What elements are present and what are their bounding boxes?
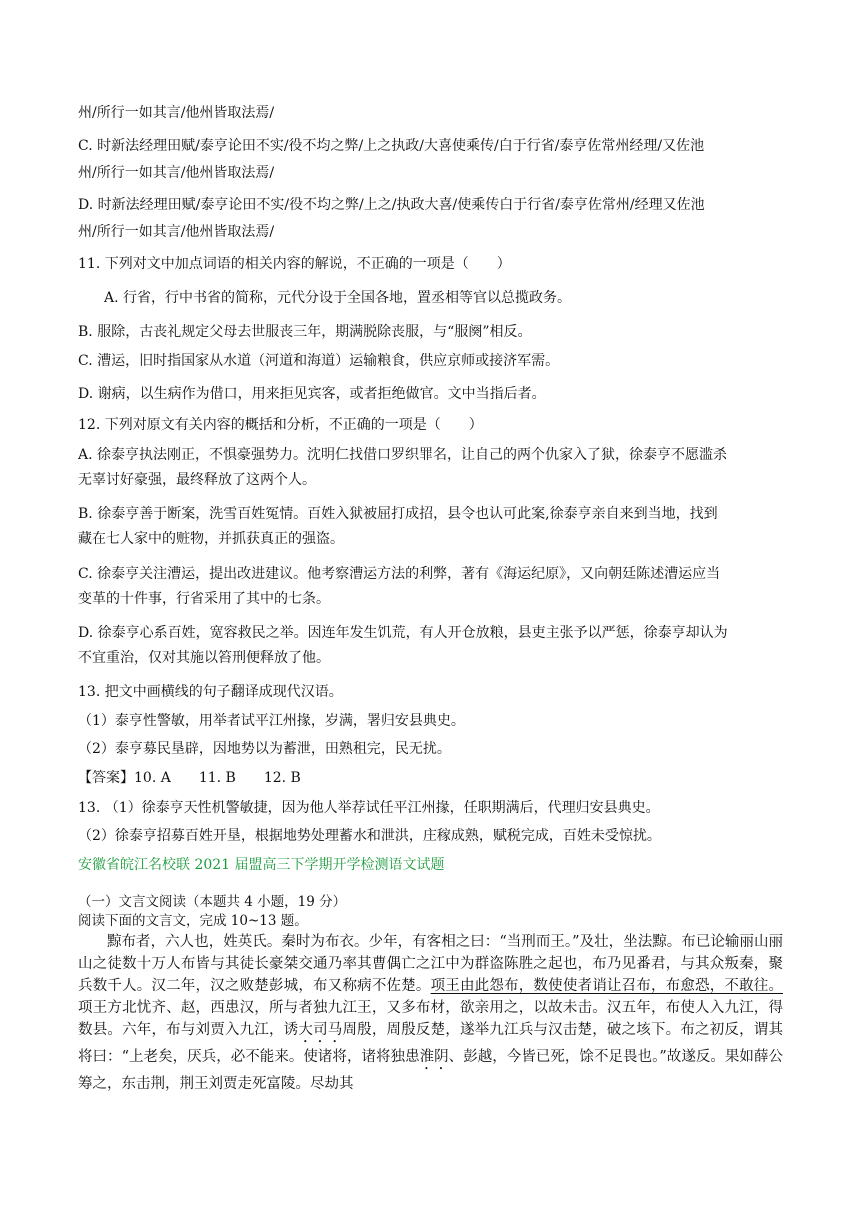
option-c-continued: 州/所行一如其言/他州皆取法焉/ (78, 105, 275, 121)
question-12: 12. 下列对原文有关内容的概括和分析，不正确的一项是（ ） (78, 417, 483, 433)
option-d: D. 时新法经理田赋/泰亨论田不实/役不均之弊/上之/执政大喜/使乘传白于行省/泰亨佐常州/经理又佐池 (78, 197, 705, 213)
question-13: 13. 把文中画横线的句子翻译成现代汉语。 (78, 684, 343, 700)
passage-text-3: 周殷，周殷反楚，遂举九江兵与汉击楚，破之垓下。布之初反，谓其将曰：“上老矣，厌兵，必不能来。使诸将，诸将独患 (78, 1022, 784, 1065)
option-d-cont: 州/所行一如其言/他州皆取法焉/ (78, 224, 275, 240)
q12-option-b-cont: 藏在七人家中的赃物，并抓获真正的强盗。 (78, 531, 344, 547)
passage-dotted-term-2: 淮阴 (419, 1049, 449, 1065)
answer-13-1: 13. （1）徐泰亨天性机警敏捷，因为他人举荐试任平江州掾，任职期满后，代理归安县典史。 (78, 800, 660, 816)
answer-key: 【答案】10. A 11. B 12. B (78, 770, 301, 786)
question-11: 11. 下列对文中加点词语的相关内容的解说，不正确的一项是（ ） (78, 256, 511, 272)
q11-option-a: A. 行省，行中书省的简称，元代分设于全国各地，置丞相等官以总揽政务。 (104, 290, 572, 306)
passage-text-2: 项王方北忧齐、赵，西患汉，所与者独九江王，又多布材，欲亲用之，以故未击。汉五年，布使人入九江，得数县。六年，布与刘贾入九江，诱 (78, 1000, 783, 1038)
passage-dotted-term-1: 大司马 (298, 1022, 343, 1038)
passage-underlined-sentence: 项王由此怨布，数使使者诮让召布，布愈恐，不敢往。 (430, 978, 783, 994)
passage-paragraph (78, 931, 783, 1095)
q13-sentence-2: （2）泰亨募民垦辟，因地势以为蓄泄，田熟租完，民无扰。 (78, 741, 451, 757)
q11-option-c: C. 漕运，旧时指国家从水道（河道和海道）运输粮食，供应京师或接济军需。 (78, 353, 560, 369)
q13-sentence-1: （1）泰亨性警敏，用举者试平江州掾，岁满，署归安县典史。 (78, 713, 465, 729)
instruction: 阅读下面的文言文，完成 10~13 题。 (78, 913, 308, 929)
source-title: 安徽省皖江名校联 2021 届盟高三下学期开学检测语文试题 (78, 857, 445, 873)
section-heading: （一）文言文阅读（本题共 4 小题，19 分） (78, 894, 347, 910)
q12-option-c-cont: 变革的十件事，行省采用了其中的七条。 (78, 591, 330, 607)
q11-option-b: B. 服除，古丧礼规定父母去世服丧三年，期满脱除丧服，与“服阕”相反。 (78, 324, 532, 340)
passage-text-1: 黥布者，六人也，姓英氏。秦时为布衣。少年，有客相之曰：“当刑而王。”及壮，坐法黥。布已论输丽山丽山之徒数十万人布皆与其徒长豪桀交通乃率其曹偶亡之江中为群盗陈胜之起也，布乃见番君，与其众叛秦，聚兵数千人。汉二年，汉之败楚彭城，布又称病不佐楚。 (78, 934, 783, 994)
q12-option-a: A. 徐泰亨执法刚正，不惧豪强势力。沈明仁找借口罗织罪名，让自己的两个仇家入了狱，徐泰亨不愿滥杀 (78, 447, 728, 463)
option-c: C. 时新法经理田赋/泰亨论田不实/役不均之弊/上之执政/大喜使乘传/白于行省/泰亨佐常州经理/又佐池 (78, 138, 705, 154)
q11-option-d: D. 谢病，以生病作为借口，用来拒见宾客，或者拒绝做官。文中当指后者。 (78, 386, 546, 402)
q12-option-b: B. 徐泰亨善于断案，洗雪百姓冤情。百姓入狱被屈打成招，县令也认可此案,徐泰亨亲自来到当地，找到 (78, 506, 718, 522)
answer-13-2: （2）徐泰亨招募百姓开垦，根据地势处理蓄水和泄洪，庄稼成熟，赋税完成，百姓未受惊扰。 (78, 828, 661, 844)
q12-option-d: D. 徐泰亨心系百姓，宽容救民之举。因连年发生饥荒，有人开仓放粮，县吏主张予以严惩，徐泰亨却认为 (78, 625, 728, 641)
passage-text-4: 、彭越，今皆已死，馀不足畏也。”故遂反。果如薛公筹之，东击荆，荆王刘贾走死富陵。尽劫其 (78, 1049, 783, 1092)
q12-option-c: C. 徐泰亨关注漕运，提出改进建议。他考察漕运方法的利弊，著有《海运纪原》，又向朝廷陈述漕运应当 (78, 566, 721, 582)
q12-option-d-cont: 不宜重治，仅对其施以笞刑便释放了他。 (78, 650, 330, 666)
option-c-cont: 州/所行一如其言/他州皆取法焉/ (78, 165, 275, 181)
q12-option-a-cont: 无辜讨好豪强，最终释放了这两个人。 (78, 472, 316, 488)
